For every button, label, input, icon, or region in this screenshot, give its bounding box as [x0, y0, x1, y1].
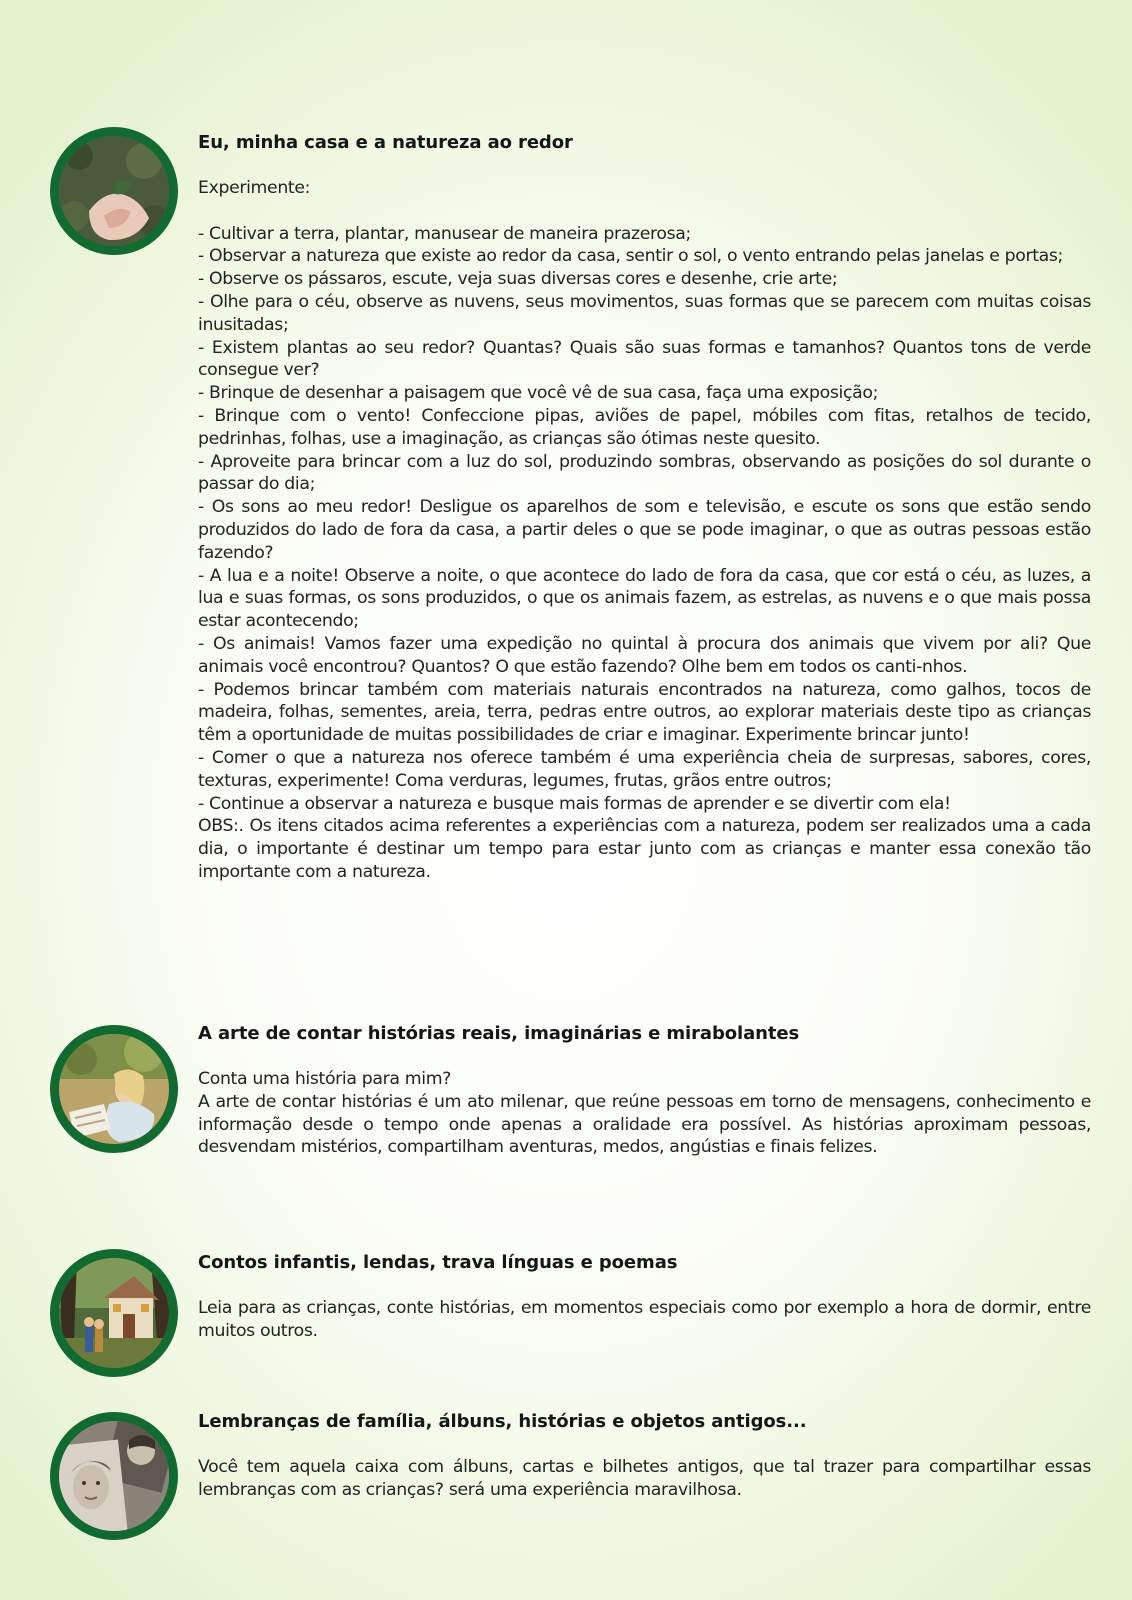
- section-title: A arte de contar histórias reais, imaginárias e mirabolantes: [198, 1023, 800, 1044]
- section-title: Lembranças de família, álbuns, histórias e objetos antigos...: [198, 1411, 807, 1432]
- list-item: - Existem plantas ao seu redor? Quantas? Quais são suas formas e tamanhos? Quantos tons de verde consegue ver?: [198, 337, 1091, 381]
- list-item: - Continue a observar a natureza e busque mais formas de aprender e se divertir com ela!: [198, 793, 951, 814]
- activity-list: [198, 223, 1091, 884]
- paragraph: Conta uma história para mim?: [198, 1069, 452, 1089]
- list-item: - Aproveite para brincar com a luz do sol, produzindo sombras, observando as posições do sol durante o passar do dia;: [198, 451, 1091, 495]
- list-item: - Cultivar a terra, plantar, manusear de maneira prazerosa;: [198, 223, 691, 244]
- section-tales-text: [198, 1251, 1091, 1343]
- paragraph: A arte de contar histórias é um ato milenar, que reúne pessoas em torno de mensagens, conhecimento e informação desde o tempo onde apenas a oralidade era possível. As histórias aproximam pessoas, desvendam mistérios, compartilham aventuras, medos, angústias e finais felizes.: [198, 1091, 1091, 1158]
- list-item: - Brinque de desenhar a paisagem que você vê de sua casa, faça uma exposição;: [198, 383, 879, 404]
- section-family-memories-text: [198, 1410, 1091, 1502]
- list-item: - Observar a natureza que existe ao redor da casa, sentir o sol, o vento entrando pelas janelas e portas;: [198, 246, 1064, 267]
- list-item: - Olhe para o céu, observe as nuvens, seus movimentos, suas formas que se parecem com muitas coisas inusitadas;: [198, 291, 1091, 335]
- section-nature-text: [198, 131, 1091, 884]
- list-item: - Podemos brincar também com materiais naturais encontrados na natureza, como galhos, tocos de madeira, folhas, sementes, areia, terra, pedras entre outros, ao explorar materiais deste tipo as crianças têm a oportunidade de muitas possibilidades de criar e imaginar. Experimente brincar junto!: [198, 679, 1091, 746]
- section-intro: Experimente:: [198, 178, 311, 198]
- list-item: - Brinque com o vento! Confeccione pipas, aviões de papel, móbiles com fitas, retalhos de tecido, pedrinhas, folhas, use a imaginação, as crianças são ótimas neste quesito.: [198, 405, 1091, 449]
- hands-holding-leaf-image: [50, 127, 178, 255]
- fairy-tale-cottage-image: [50, 1249, 178, 1377]
- section-title: Contos infantis, lendas, trava línguas e poemas: [198, 1252, 678, 1273]
- section-storytelling-text: [198, 1022, 1091, 1159]
- woman-reading-book-image: [50, 1025, 178, 1153]
- note-text: OBS:. Os itens citados acima referentes a experiências com a natureza, podem ser realizados uma a cada dia, o importante é destinar um tempo para estar junto com as crianças e manter essa conexão tão importante com a natureza.: [198, 816, 1091, 882]
- list-item: - Os animais! Vamos fazer uma expedição no quintal à procura dos animais que vivem por ali? Que animais você encontrou? Quantos? O que estão fazendo? Olhe bem em todos os canti-nhos.: [198, 633, 1091, 677]
- paragraph: Leia para as crianças, conte histórias, em momentos especiais como por exemplo a hora de dormir, entre muitos outros.: [198, 1298, 1091, 1341]
- list-item: - Os sons ao meu redor! Desligue os aparelhos de som e televisão, e escute os sons que estão sendo produzidos do lado de fora da casa, a partir deles o que se pode imaginar, o que as outras pessoas estão fazendo?: [198, 497, 1091, 563]
- list-item: - Observe os pássaros, escute, veja suas diversas cores e desenhe, crie arte;: [198, 269, 838, 290]
- list-item: - A lua e a noite! Observe a noite, o que acontece do lado de fora da casa, que cor está o céu, as luzes, a lua e suas formas, os sons produzidos, o que os animais fazem, as estrelas, as nuvens e o que mais possa estar acontecendo;: [198, 565, 1091, 632]
- paragraph: Você tem aquela caixa com álbuns, cartas e bilhetes antigos, que tal trazer para compartilhar essas lembranças com as crianças? será uma experiência maravilhosa.: [198, 1457, 1091, 1500]
- old-family-photos-image: [50, 1412, 178, 1540]
- list-item: - Comer o que a natureza nos oferece também é uma experiência cheia de surpresas, sabores, cores, texturas, experimente! Coma verduras, legumes, frutas, grãos entre outros;: [198, 747, 1091, 791]
- section-title: Eu, minha casa e a natureza ao redor: [198, 132, 573, 153]
